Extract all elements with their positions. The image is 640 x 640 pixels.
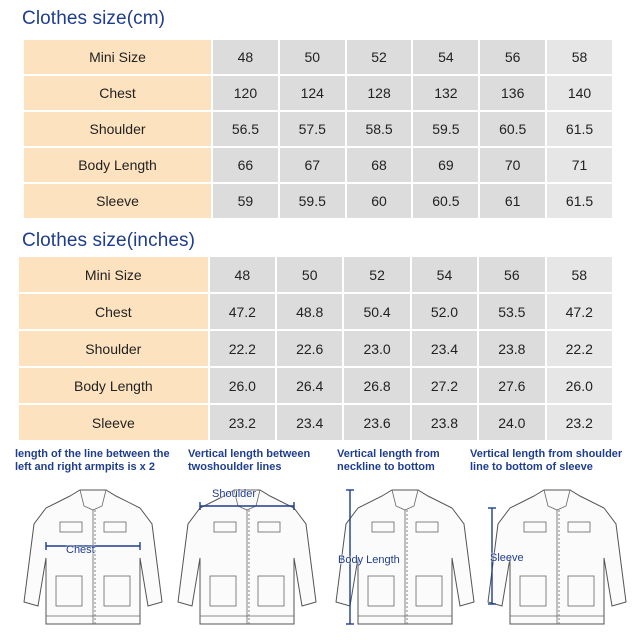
size-value-cell: 48: [213, 40, 278, 74]
size-value-cell: 59.5: [280, 184, 345, 218]
row-label-cell: Mini Size: [24, 40, 211, 74]
row-label-cell: Shoulder: [19, 331, 208, 366]
size-row: [24, 112, 612, 146]
size-value-cell: 52: [347, 40, 412, 74]
shoulder-caption: Vertical length between twoshoulder lines: [188, 448, 311, 473]
size-row: [19, 331, 612, 366]
size-value-cell: 54: [413, 40, 478, 74]
size-value-cell: 57.5: [280, 112, 345, 146]
size-value-cell: 61: [480, 184, 545, 218]
sleeve-label: Sleeve: [490, 552, 524, 564]
row-label-cell: Chest: [19, 294, 208, 329]
size-value-cell: 23.4: [412, 331, 477, 366]
size-value-cell: 27.2: [412, 368, 477, 403]
size-value-cell: 56: [479, 257, 544, 292]
size-value-cell: 124: [280, 76, 345, 110]
size-value-cell: 26.0: [547, 368, 612, 403]
size-value-cell: 47.2: [547, 294, 612, 329]
size-value-cell: 120: [213, 76, 278, 110]
size-value-cell: 26.0: [210, 368, 275, 403]
size-value-cell: 47.2: [210, 294, 275, 329]
size-value-cell: 132: [413, 76, 478, 110]
cm-size-title: Clothes size(cm): [22, 8, 166, 29]
inches-size-table: [17, 255, 614, 442]
size-value-cell: 22.2: [547, 331, 612, 366]
size-row: [24, 184, 612, 218]
size-value-cell: 60.5: [480, 112, 545, 146]
sleeve-caption: Vertical length from shoulder line to bottom of sleeve: [470, 448, 623, 473]
size-value-cell: 23.6: [344, 405, 409, 440]
size-row: [24, 148, 612, 182]
size-value-cell: 67: [280, 148, 345, 182]
body-length-caption: Vertical length from neckline to bottom: [337, 448, 440, 473]
size-value-cell: 71: [547, 148, 612, 182]
size-row: [24, 76, 612, 110]
jacket-illustration: [172, 484, 322, 634]
size-value-cell: 59.5: [413, 112, 478, 146]
size-value-cell: 60: [347, 184, 412, 218]
row-label-cell: Body Length: [24, 148, 211, 182]
size-value-cell: 58: [547, 257, 612, 292]
body-length-label: Body Length: [338, 554, 400, 566]
size-row: [19, 405, 612, 440]
size-value-cell: 23.4: [277, 405, 342, 440]
row-label-cell: Chest: [24, 76, 211, 110]
size-value-cell: 60.5: [413, 184, 478, 218]
size-value-cell: 52: [344, 257, 409, 292]
size-value-cell: 23.8: [412, 405, 477, 440]
size-value-cell: 69: [413, 148, 478, 182]
size-value-cell: 23.8: [479, 331, 544, 366]
size-value-cell: 66: [213, 148, 278, 182]
size-value-cell: 61.5: [547, 112, 612, 146]
size-value-cell: 50: [277, 257, 342, 292]
size-value-cell: 53.5: [479, 294, 544, 329]
size-value-cell: 26.8: [344, 368, 409, 403]
size-value-cell: 22.6: [277, 331, 342, 366]
row-label-cell: Shoulder: [24, 112, 211, 146]
cm-size-table: [22, 38, 614, 220]
size-row: [19, 294, 612, 329]
size-row: [24, 40, 612, 74]
size-value-cell: 70: [480, 148, 545, 182]
size-value-cell: 54: [412, 257, 477, 292]
size-value-cell: 56: [480, 40, 545, 74]
row-label-cell: Mini Size: [19, 257, 208, 292]
size-value-cell: 22.2: [210, 331, 275, 366]
inches-size-title: Clothes size(inches): [22, 230, 196, 251]
size-value-cell: 61.5: [547, 184, 612, 218]
chest-jacket-diagram: [18, 484, 168, 634]
cm-size-table-body: [24, 40, 612, 218]
inches-size-table-body: [19, 257, 612, 440]
size-row: [19, 257, 612, 292]
chest-caption: length of the line between the left and right armpits is x 2: [15, 448, 170, 473]
size-value-cell: 27.6: [479, 368, 544, 403]
size-value-cell: 140: [547, 76, 612, 110]
shoulder-label: Shoulder: [212, 488, 257, 500]
size-value-cell: 59: [213, 184, 278, 218]
sleeve-jacket-diagram: [482, 484, 632, 634]
size-value-cell: 50.4: [344, 294, 409, 329]
row-label-cell: Sleeve: [24, 184, 211, 218]
body-length-jacket-diagram: [330, 484, 480, 634]
jacket-illustration: [18, 484, 168, 634]
size-value-cell: 50: [280, 40, 345, 74]
size-value-cell: 68: [347, 148, 412, 182]
measurement-captions: [0, 448, 640, 478]
size-value-cell: 58: [547, 40, 612, 74]
size-value-cell: 136: [480, 76, 545, 110]
size-value-cell: 23.2: [547, 405, 612, 440]
size-value-cell: 56.5: [213, 112, 278, 146]
size-value-cell: 58.5: [347, 112, 412, 146]
size-value-cell: 26.4: [277, 368, 342, 403]
size-value-cell: 48.8: [277, 294, 342, 329]
chest-label: Chest: [66, 544, 95, 556]
shoulder-jacket-diagram: [172, 484, 322, 634]
size-value-cell: 23.2: [210, 405, 275, 440]
size-row: [19, 368, 612, 403]
row-label-cell: Sleeve: [19, 405, 208, 440]
size-value-cell: 52.0: [412, 294, 477, 329]
size-value-cell: 128: [347, 76, 412, 110]
size-value-cell: 23.0: [344, 331, 409, 366]
size-value-cell: 48: [210, 257, 275, 292]
size-value-cell: 24.0: [479, 405, 544, 440]
row-label-cell: Body Length: [19, 368, 208, 403]
